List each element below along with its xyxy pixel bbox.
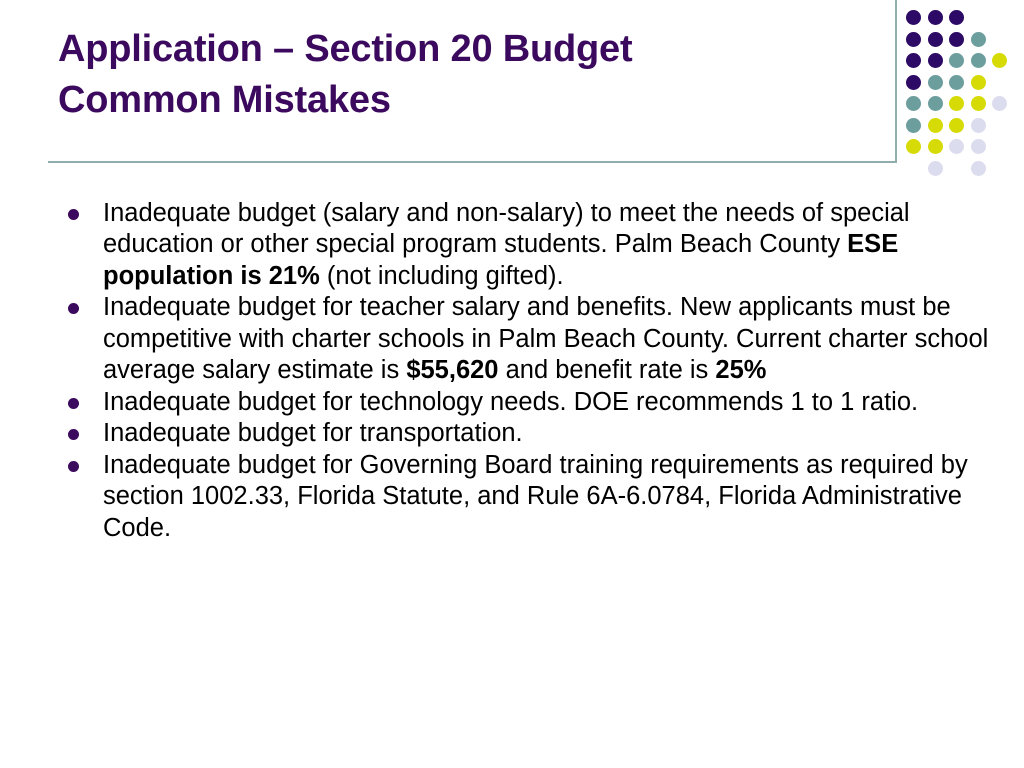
dot-teal-r2-c4 [971, 32, 986, 47]
bullet-inadequate-budget-transportation [60, 418, 990, 449]
dot-yellow-r3-c5 [992, 53, 1007, 68]
dot-lavender-r7-c4 [971, 139, 986, 154]
slide-title [58, 24, 848, 125]
dot-purple-r2-c1 [906, 32, 921, 47]
bullet-point-icon [68, 209, 79, 220]
bullet-text [103, 451, 968, 542]
bullet-text [103, 293, 988, 384]
bullet-point-icon [68, 429, 79, 440]
plain-text: (not including gifted). [319, 261, 564, 290]
bullet-point-icon [68, 461, 79, 472]
dot-lavender-r5-c5 [992, 96, 1007, 111]
bullet-text [103, 419, 523, 447]
dot-purple-r4-c1 [906, 75, 921, 90]
emphasis-text: $55,620 [406, 356, 499, 385]
dot-purple-r3-c1 [906, 53, 921, 68]
dot-lavender-r7-c3 [949, 139, 964, 154]
dot-purple-r2-c3 [949, 32, 964, 47]
dot-teal-r5-c2 [928, 96, 943, 111]
plain-text: Inadequate budget for technology needs. DOE recommends 1 to 1 ratio. [103, 387, 919, 416]
bullet-inadequate-budget-special-education [60, 198, 990, 292]
emphasis-text: ESE population is 21% [103, 230, 899, 290]
dot-purple-r1-c3 [949, 10, 964, 25]
bullet-point-icon [68, 303, 79, 314]
emphasis-text: 25% [715, 356, 767, 385]
dot-teal-r4-c3 [949, 75, 964, 90]
dot-yellow-r6-c2 [928, 118, 943, 133]
plain-text: Inadequate budget for teacher salary and benefits. New applicants must be competitive with charter schools in Palm Beach County. Current charter school average salary estimate is [103, 293, 989, 385]
dot-yellow-r7-c2 [928, 139, 943, 154]
bullet-inadequate-budget-technology [60, 387, 990, 418]
dot-purple-r1-c1 [906, 10, 921, 25]
header-vertical-rule [895, 0, 897, 163]
dot-teal-r3-c4 [971, 53, 986, 68]
plain-text: Inadequate budget (salary and non-salary) to meet the needs of special education or other special program students. Palm Beach County [103, 199, 910, 259]
dot-purple-r2-c2 [928, 32, 943, 47]
dot-yellow-r6-c3 [949, 118, 964, 133]
bullet-inadequate-budget-governing-board [60, 450, 990, 544]
dot-teal-r4-c2 [928, 75, 943, 90]
plain-text: Inadequate budget for transportation. [103, 419, 523, 448]
bullet-text [103, 388, 918, 416]
plain-text: and benefit rate is [498, 356, 716, 385]
dot-lavender-r6-c4 [971, 118, 986, 133]
dot-purple-r1-c2 [928, 10, 943, 25]
dot-yellow-r7-c1 [906, 139, 921, 154]
dot-purple-r3-c2 [928, 53, 943, 68]
dot-teal-r3-c3 [949, 53, 964, 68]
bullet-text [103, 199, 910, 290]
dot-lavender-r8-c2 [928, 161, 943, 176]
dot-lavender-r8-c4 [971, 161, 986, 176]
dot-yellow-r4-c4 [971, 75, 986, 90]
dot-yellow-r5-c4 [971, 96, 986, 111]
dot-yellow-r5-c3 [949, 96, 964, 111]
slide-title-line-1: Application – Section 20 Budget [58, 28, 633, 70]
bullet-inadequate-budget-teacher-salary [60, 292, 990, 386]
dot-grid-logo [906, 10, 1024, 162]
slide-title-line-2: Common Mistakes [58, 78, 391, 121]
bullet-point-icon [68, 398, 79, 409]
dot-teal-r6-c1 [906, 118, 921, 133]
plain-text: Inadequate budget for Governing Board training requirements as required by section 1002.33, Florida Statute, and Rule 6A-6.0784, Florida Administrative Code. [103, 450, 968, 542]
header-horizontal-rule [48, 161, 897, 163]
dot-teal-r5-c1 [906, 96, 921, 111]
bullet-list [60, 198, 990, 544]
